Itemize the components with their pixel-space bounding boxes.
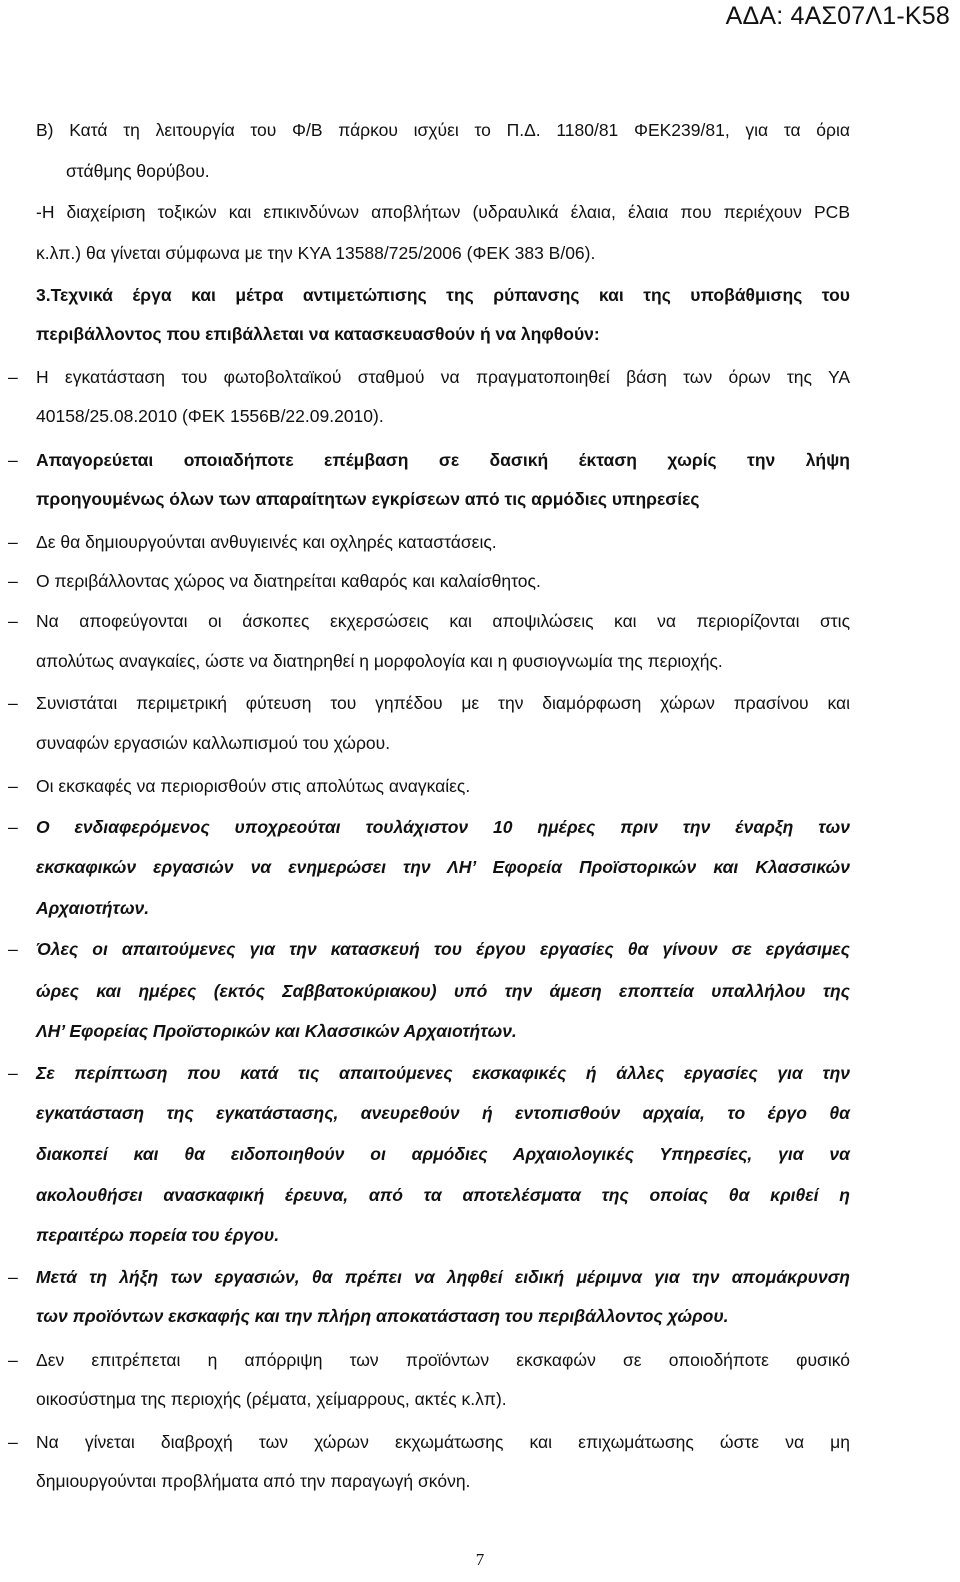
list-item-line: Δεν επιτρέπεται η απόρριψη των προϊόντων εκσκαφών σε οποιοδήποτε φυσικό (36, 1350, 850, 1370)
list-item-line: περαιτέρω πορεία του έργου. (36, 1225, 280, 1245)
list-item-line: Η εγκατάσταση του φωτοβολταϊκού σταθμού να πραγματοποιηθεί βάση των όρων της ΥΑ (36, 367, 850, 387)
list-item-line: Ο ενδιαφερόμενος υποχρεούται τουλάχιστον 10 ημέρες πριν την έναρξη των (36, 817, 850, 837)
list-item-line: Απαγορεύεται οποιαδήποτε επέμβαση σε δασική έκταση χωρίς την λήψη (36, 450, 850, 470)
page-number: 7 (475, 1550, 485, 1569)
list-item-line: απολύτως αναγκαίες, ώστε να διατηρηθεί η μορφολογία και η φυσιογνωμία της περιοχής. (36, 651, 723, 671)
list-item-line: Να γίνεται διαβροχή των χώρων εκχωμάτωσης και επιχωμάτωσης ώστε να μη (36, 1432, 850, 1452)
dash-bullet-icon: – (8, 450, 18, 470)
dash-bullet-icon: – (8, 1063, 18, 1083)
dash-bullet-icon: – (8, 1432, 18, 1452)
ada-code: ΑΔΑ: 4ΑΣ07Λ1-Κ58 (725, 2, 950, 30)
paragraph-b-line1: Β) Κατά τη λειτουργία του Φ/Β πάρκου ισχύει το Π.Δ. 1180/81 ΦΕΚ239/81, για τα όρια (36, 120, 850, 140)
list-item-line: εκσκαφικών εργασιών να ενημερώσει την ΛΗ’ Εφορεία Προϊστορικών και Κλασσικών (36, 857, 850, 877)
paragraph-h-line2: κ.λπ.) θα γίνεται σύμφωνα με την ΚΥΑ 13588/725/2006 (ΦΕΚ 383 Β/06). (36, 243, 596, 263)
list-item-line: ακολουθήσει ανασκαφική έρευνα, από τα αποτελέσματα της οποίας θα κριθεί η (36, 1185, 850, 1205)
list-item-line: ώρες και ημέρες (εκτός Σαββατοκύριακου) υπό την άμεση εποπτεία υπαλλήλου της (36, 981, 850, 1001)
dash-bullet-icon: – (8, 532, 18, 552)
list-item-line: Να αποφεύγονται οι άσκοπες εκχερσώσεις και αποψιλώσεις και να περιορίζονται στις (36, 611, 850, 631)
list-item-line: 40158/25.08.2010 (ΦΕΚ 1556Β/22.09.2010). (36, 406, 384, 426)
list-item-line: Μετά τη λήξη των εργασιών, θα πρέπει να ληφθεί ειδική μέριμνα για την απομάκρυνση (36, 1267, 850, 1287)
list-item-line: Οι εκσκαφές να περιορισθούν στις απολύτως αναγκαίες. (36, 776, 471, 796)
section3-title-line2: περιβάλλοντος που επιβάλλεται να κατασκευασθούν ή να ληφθούν: (36, 324, 600, 344)
dash-bullet-icon: – (8, 817, 18, 837)
list-item-line: συναφών εργασιών καλλωπισμού του χώρου. (36, 733, 391, 753)
list-item-line: οικοσύστημα της περιοχής (ρέματα, χείμαρρους, ακτές κ.λπ). (36, 1389, 507, 1409)
dash-bullet-icon: – (8, 611, 18, 631)
dash-bullet-icon: – (8, 571, 18, 591)
list-item-line: Σε περίπτωση που κατά τις απαιτούμενες εκσκαφικές ή άλλες εργασίες για την (36, 1063, 850, 1083)
list-item-line: Αρχαιοτήτων. (36, 898, 150, 918)
list-item-line: Δε θα δημιουργούνται ανθυγιεινές και οχληρές καταστάσεις. (36, 532, 497, 552)
list-item-line: Όλες οι απαιτούμενες για την κατασκευή του έργου εργασίες θα γίνουν σε εργάσιμες (36, 939, 850, 959)
list-item-line: δημιουργούνται προβλήματα από την παραγωγή σκόνη. (36, 1471, 471, 1491)
dash-bullet-icon: – (8, 1350, 18, 1370)
paragraph-b-line2: στάθμης θορύβου. (66, 161, 210, 181)
list-item-line: Ο περιβάλλοντας χώρος να διατηρείται καθαρός και καλαίσθητος. (36, 571, 541, 591)
dash-bullet-icon: – (8, 693, 18, 713)
list-item-line: των προϊόντων εκσκαφής και την πλήρη αποκατάσταση του περιβάλλοντος χώρου. (36, 1306, 729, 1326)
list-item-line: διακοπεί και θα ειδοποιηθούν οι αρμόδιες Αρχαιολογικές Υπηρεσίες, για να (36, 1144, 850, 1164)
paragraph-h-line1: -Η διαχείριση τοξικών και επικινδύνων αποβλήτων (υδραυλικά έλαια, έλαια που περιέχουν PCB (36, 202, 850, 222)
dash-bullet-icon: – (8, 776, 18, 796)
dash-bullet-icon: – (8, 1267, 18, 1287)
dash-bullet-icon: – (8, 367, 18, 387)
list-item-line: προηγουμένως όλων των απαραίτητων εγκρίσεων από τις αρμόδιες υπηρεσίες (36, 489, 700, 509)
list-item-line: Συνιστάται περιμετρική φύτευση του γηπέδου με την διαμόρφωση χώρων πρασίνου και (36, 693, 850, 713)
dash-bullet-icon: – (8, 939, 18, 959)
section3-title-line1: 3.Τεχνικά έργα και μέτρα αντιμετώπισης της ρύπανσης και της υποβάθμισης του (36, 285, 850, 305)
list-item-line: εγκατάσταση της εγκατάστασης, ανευρεθούν ή εντοπισθούν αρχαία, το έργο θα (36, 1103, 850, 1123)
list-item-line: ΛΗ’ Εφορείας Προϊστορικών και Κλασσικών Αρχαιοτήτων. (36, 1021, 517, 1041)
